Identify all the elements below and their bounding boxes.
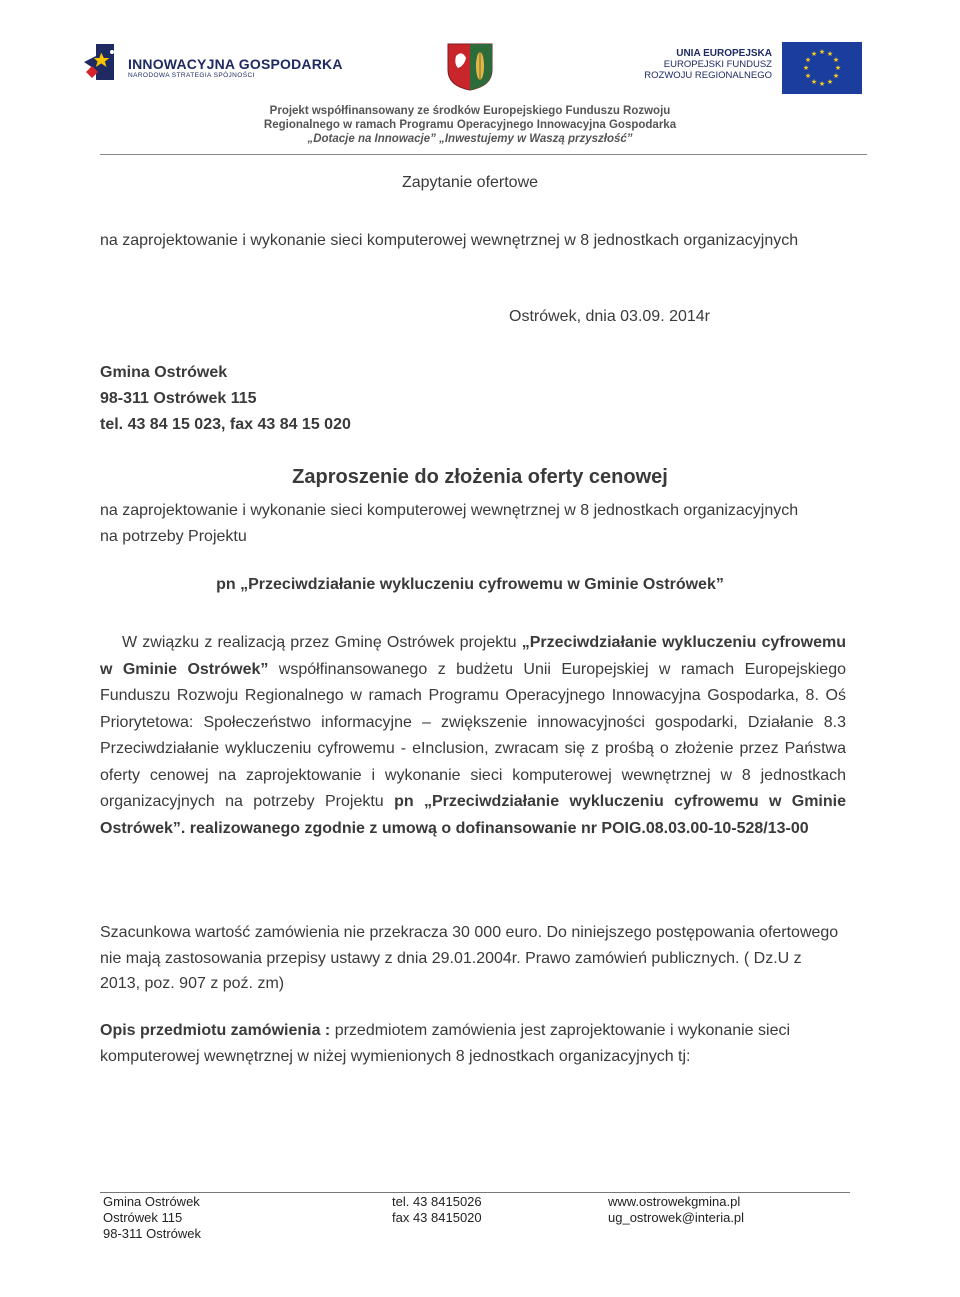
- gmina-crest-icon: [446, 40, 494, 92]
- ig-logo-title: INNOWACYJNA GOSPODARKA: [128, 56, 343, 72]
- svg-text:★: ★: [804, 56, 812, 64]
- svg-text:★: ★: [818, 80, 826, 88]
- sender-name: Gmina Ostrówek: [100, 364, 228, 381]
- value-paragraph: Szacunkowa wartość zamówienia nie przekracza 30 000 euro. Do niniejszego postępowania ofertowego nie mają zastosowania przepisy ustawy z dnia 29.01.2004r. Prawo zamówień publicznych. ( Dz.U z 2013, poz. 907 z poź. zm): [100, 924, 839, 992]
- document-date: Ostrówek, dnia 03.09. 2014r: [509, 308, 711, 325]
- footer-line: Gmina Ostrówek: [103, 1194, 200, 1209]
- svg-text:★: ★: [832, 72, 840, 80]
- main-paragraph: [100, 630, 846, 842]
- eu-label: [644, 48, 772, 81]
- project-line2: Regionalnego w ramach Programu Operacyjnego Innowacyjna Gospodarka: [263, 119, 677, 131]
- svg-text:★: ★: [834, 64, 842, 72]
- invitation-title: Zaproszenie do złożenia oferty cenowej: [292, 466, 668, 488]
- svg-text:★: ★: [804, 72, 812, 80]
- project-line1: Projekt współfinansowany ze środków Europejskiego Funduszu Rozwoju: [269, 105, 671, 117]
- sender-phone: tel. 43 84 15 023, fax 43 84 15 020: [100, 416, 351, 433]
- svg-text:★: ★: [826, 50, 834, 58]
- svg-text:★: ★: [810, 78, 818, 86]
- sender-address: 98-311 Ostrówek 115: [100, 390, 257, 407]
- innowacyjna-gospodarka-logo: [82, 42, 122, 82]
- eu-line1: UNIA EUROPEJSKA: [676, 48, 772, 59]
- footer-phones: [392, 1194, 482, 1226]
- subject-label: Opis przedmiotu zamówienia :: [100, 1022, 331, 1039]
- footer-contact: [608, 1194, 744, 1226]
- footer-fax: fax 43 8415020: [392, 1210, 482, 1225]
- footer-address: [103, 1194, 201, 1242]
- eu-line3: ROZWOJU REGIONALNEGO: [644, 70, 772, 81]
- para1-bold2: pn „Przeciwdziałanie wykluczeniu cyfrowemu w Gminie Ostrówek”. realizowanego zgodnie z umową o dofinansowanie nr POIG.08.03.00-10-528/13-00: [100, 793, 846, 837]
- svg-text:★: ★: [826, 78, 834, 86]
- document-intro: na zaprojektowanie i wykonanie sieci komputerowej wewnętrznej w 8 jednostkach organizacyjnych: [100, 232, 799, 249]
- footer-line: Ostrówek 115: [103, 1210, 183, 1225]
- footer-line: 98-311 Ostrówek: [103, 1226, 202, 1241]
- sender-block: [100, 360, 351, 438]
- svg-text:★: ★: [818, 48, 826, 56]
- header-divider: [100, 154, 867, 155]
- svg-text:★: ★: [802, 64, 810, 72]
- para1-text2: współfinansowanego z budżetu Unii Europejskiej w ramach Europejskiego Funduszu Rozwoju Regionalnego w ramach Programu Operacyjnego Innowacyjna Gospodarka, 8. Oś Priorytetowa: Społeczeństwo informacyjne – zwiększenie innowacyjności gospodarki, Działanie 8.3 Przeciwdziałanie wykluczeniu cyfrowemu - eInclusion, zwracam się z prośbą o złożenie przez Państwa oferty cenowej na zaprojektowanie i wykonanie sieci komputerowej wewnętrznej w 8 jednostkach organizacyjnych na potrzeby Projektu: [100, 660, 846, 810]
- svg-text:★: ★: [832, 56, 840, 64]
- footer-phone: tel. 43 8415026: [392, 1194, 482, 1209]
- project-line3: „Dotacje na Innowacje” „Inwestujemy w Waszą przyszłość”: [307, 133, 633, 145]
- invitation-description: na zaprojektowanie i wykonanie sieci komputerowej wewnętrznej w 8 jednostkach organizacyjnych na potrzeby Projektu: [100, 502, 799, 545]
- footer-divider: [100, 1192, 850, 1193]
- document-title: Zapytanie ofertowe: [401, 174, 539, 191]
- para1-bold1: „Przeciwdziałanie wykluczeniu cyfrowemu w Gminie Ostrówek”: [100, 634, 846, 678]
- ig-logo-subtitle: NARODOWA STRATEGIA SPÓJNOŚCI: [128, 72, 255, 79]
- subject-paragraph: [100, 1018, 840, 1069]
- subject-text: przedmiotem zamówienia jest zaprojektowanie i wykonanie sieci komputerowej wewnętrznej w niżej wymienionych 8 jednostkach organizacyjnych tj:: [100, 1022, 791, 1065]
- footer-email-link[interactable]: ug_ostrowek@interia.pl: [608, 1210, 745, 1225]
- project-name: pn „Przeciwdziałanie wykluczeniu cyfrowemu w Gminie Ostrówek”: [216, 576, 724, 593]
- eu-flag-icon: [782, 42, 862, 94]
- para1-text1: W związku z realizacją przez Gminę Ostrówek projektu: [122, 634, 522, 651]
- eu-line2: EUROPEJSKI FUNDUSZ: [663, 59, 772, 70]
- footer-website-link[interactable]: www.ostrowekgmina.pl: [608, 1194, 741, 1209]
- project-banner: [110, 104, 830, 146]
- svg-text:★: ★: [810, 50, 818, 58]
